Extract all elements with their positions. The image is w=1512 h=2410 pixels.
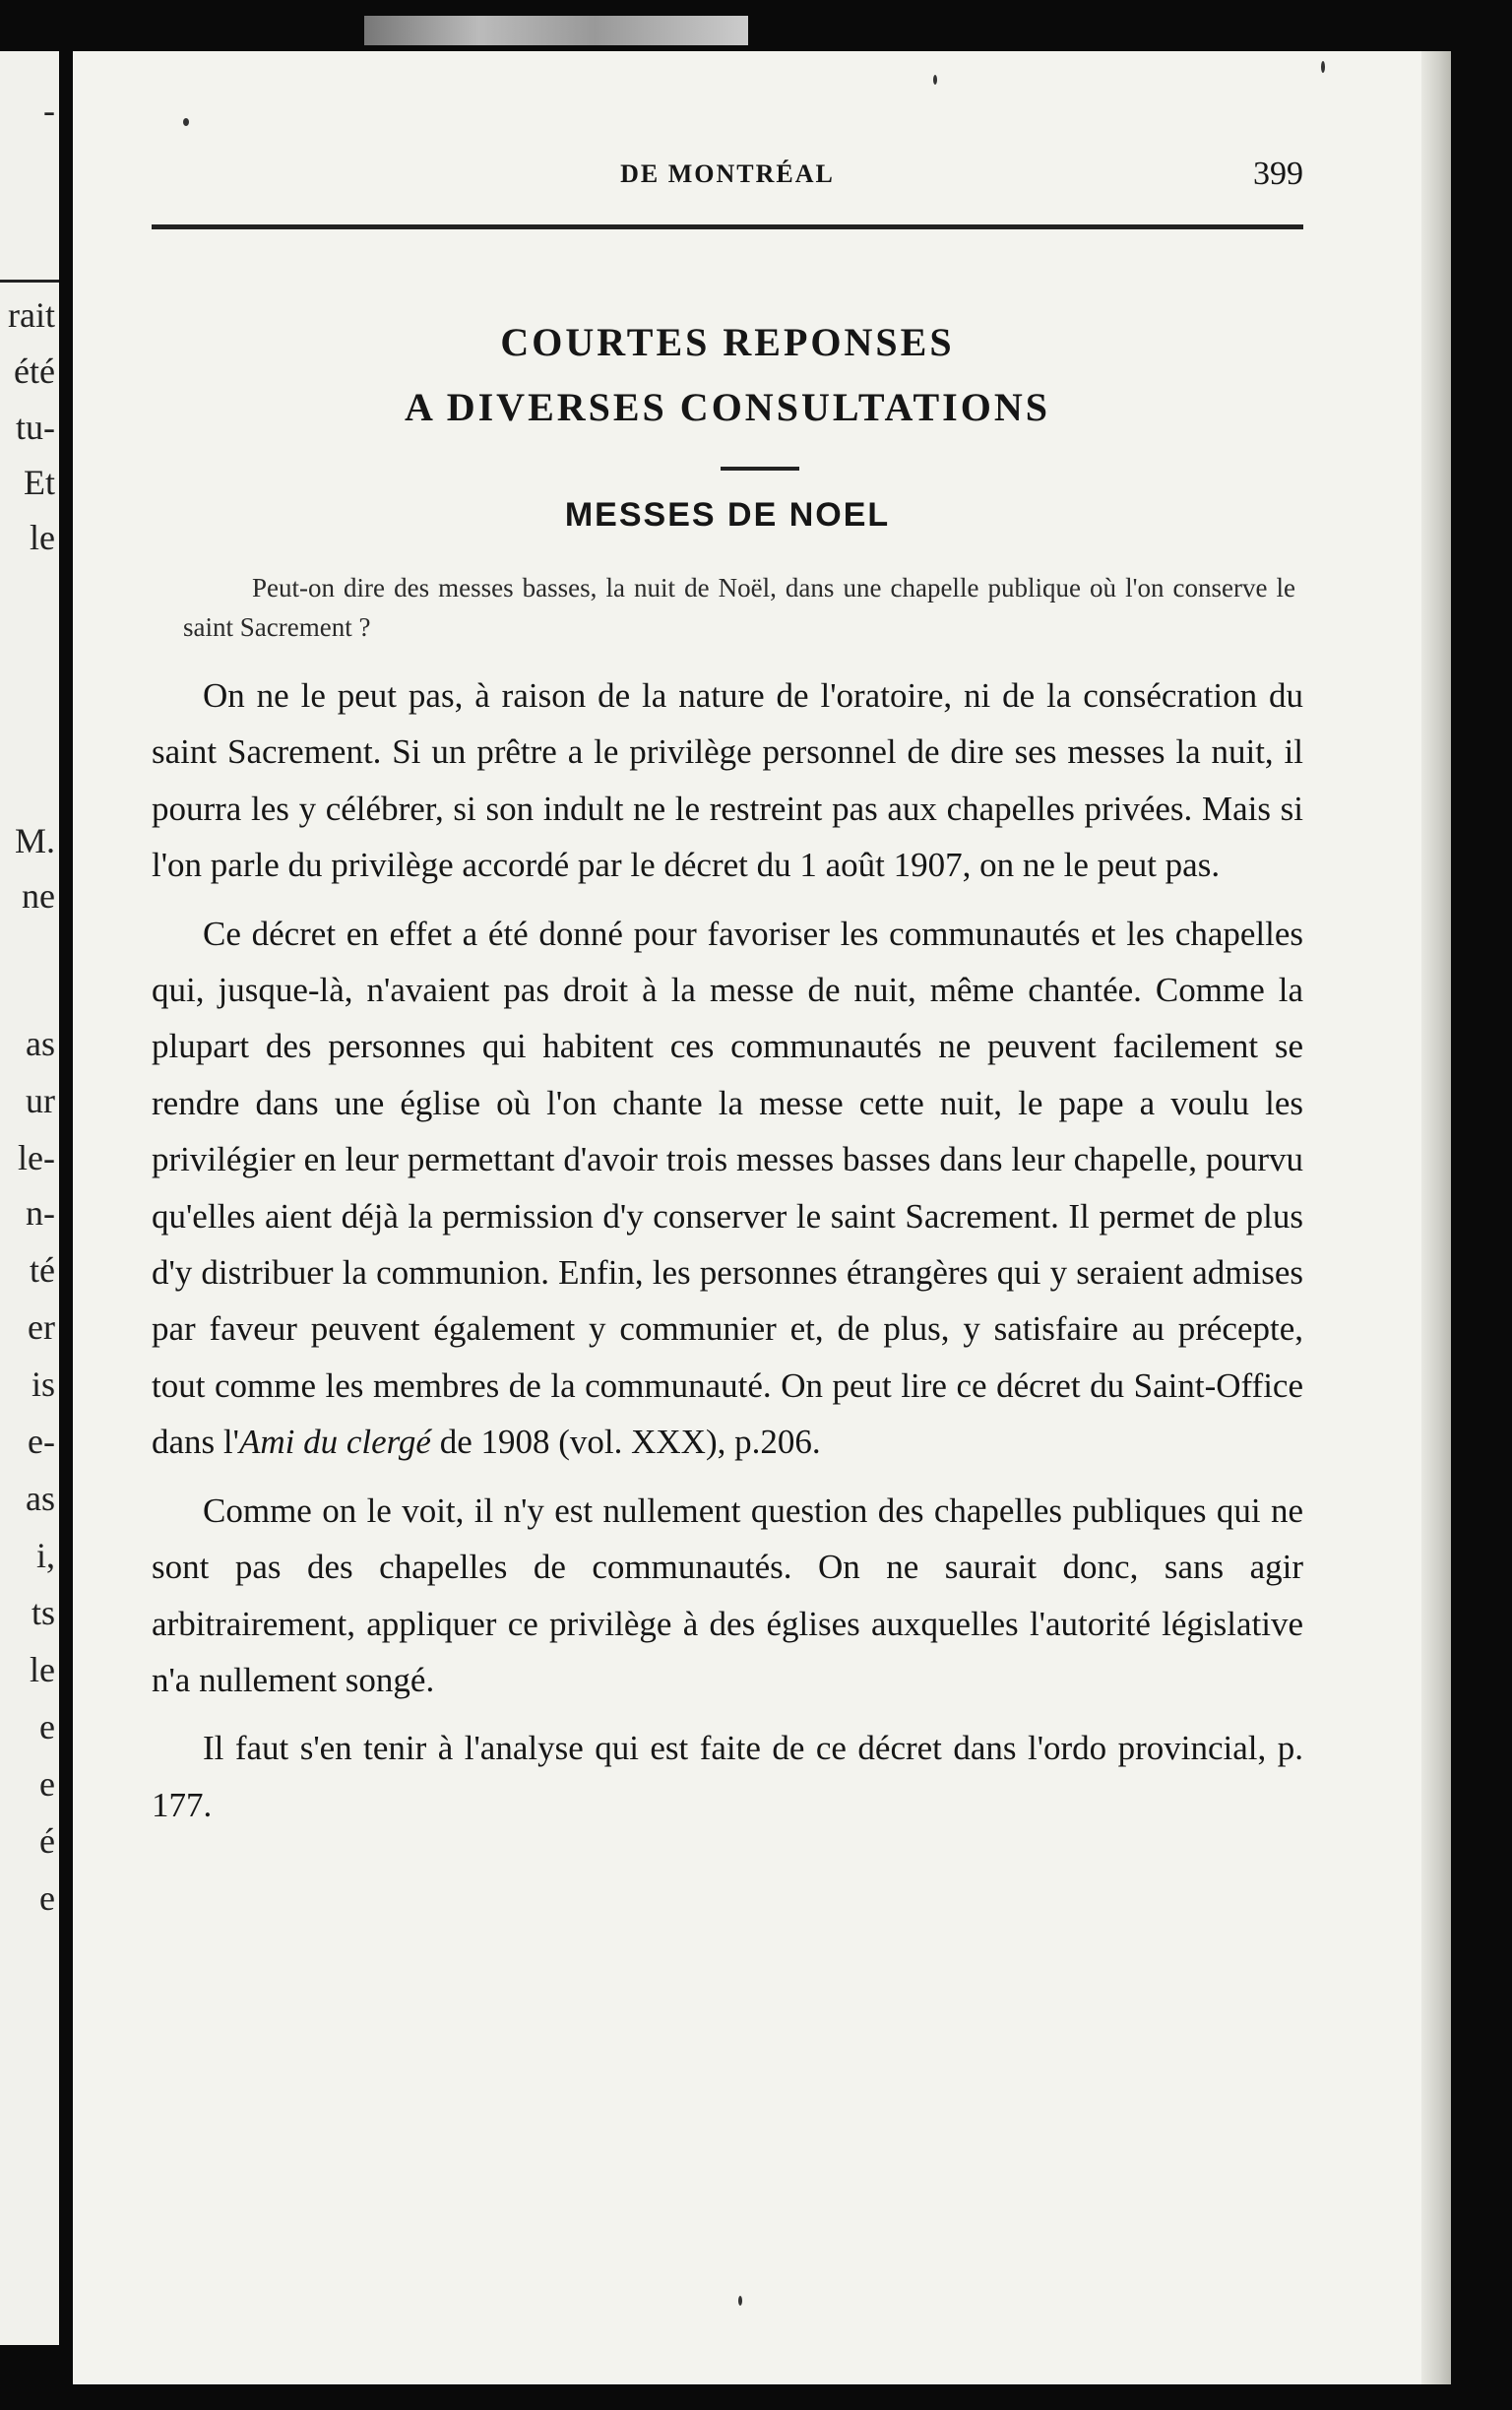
previous-page-rule xyxy=(0,280,59,283)
left-page-fragment: er xyxy=(28,1307,55,1347)
left-page-fragment: té xyxy=(30,1250,55,1290)
running-title: DE MONTRÉAL xyxy=(620,159,835,188)
left-page-fragment: e xyxy=(39,1878,55,1918)
left-page-fragment: as xyxy=(26,1479,55,1518)
scan-speck xyxy=(933,75,937,85)
left-page-fragment: ne xyxy=(22,876,55,916)
left-page-fragment: Et xyxy=(24,463,55,502)
paragraph-1: On ne le peut pas, à raison de la nature de l'oratoire, ni de la consécration du saint Sacrement. Si un prêtre a le privilège personnel de dire ses messes la nuit, il pourra les y célébrer, si son indult ne le restreint pas aux chapelles privées. Mais si l'on parle du privilège accordé par le décret du 1 août 1907, on ne le peut pas. xyxy=(152,676,1303,885)
paragraph-3: Comme on le voit, il n'y est nullement question des chapelles publiques qui ne sont pas des chapelles de communautés. On ne saurait donc, sans agir arbitrairement, appliquer ce privilège à des églises auxquelles l'autorité législative n'a nullement songé. xyxy=(152,1490,1303,1699)
journal-title: Ami du clergé xyxy=(238,1423,431,1462)
article-body xyxy=(152,667,1303,1845)
page-number: 399 xyxy=(1253,156,1303,192)
left-page-fragment: i, xyxy=(35,1536,55,1575)
left-page-fragment: le- xyxy=(18,1138,55,1177)
left-page-fragment: e- xyxy=(28,1422,55,1461)
scan-speck xyxy=(738,2296,742,2306)
previous-page-edge xyxy=(0,51,59,2345)
left-page-fragment: le xyxy=(30,1650,55,1689)
scan-speck xyxy=(1321,61,1325,73)
left-page-fragment: ts xyxy=(31,1593,55,1632)
left-page-fragment: n- xyxy=(26,1193,55,1233)
header-rule xyxy=(152,224,1303,229)
article-title-line-1: COURTES REPONSES xyxy=(500,320,955,364)
left-page-fragment: M. xyxy=(14,821,55,860)
left-page-fragment: le xyxy=(30,518,55,557)
left-page-fragment: e xyxy=(39,1764,55,1804)
left-page-fragment: is xyxy=(31,1364,55,1404)
left-page-fragment: rait xyxy=(8,295,55,335)
film-strip-label xyxy=(364,16,748,45)
left-page-fragment: é xyxy=(39,1821,55,1861)
paragraph-2-text: Ce décret en effet a été donné pour favoriser les communautés et les chapelles qui, jusque-là, n'avaient pas droit à la messe de nuit, même chantée. Comme la plupart des personnes qui habitent ces communautés ne peuvent facilement se rendre dans une église où l'on chante la messe cette nuit, le pape a voulu les privilégier en leur permettant d'avoir trois messes basses dans leur chapelle, pourvu qu'elles aient déjà la permission d'y conserver le saint Sacrement. Il permet de plus d'y distribuer la communion. Enfin, les personnes étrangères qui y seraient admises par faveur peuvent également y communier et, de plus, y satisfaire au précepte, tout comme les membres de la communauté. On peut lire ce décret du Saint-Office dans l' xyxy=(152,914,1303,1462)
title-divider xyxy=(721,467,799,471)
scan-speck xyxy=(183,118,189,126)
paragraph-4: Il faut s'en tenir à l'analyse qui est faite de ce décret dans l'ordo provincial, p. 177. xyxy=(152,1729,1303,1824)
paragraph-2-tail: de 1908 (vol. XXX), p.206. xyxy=(430,1423,821,1462)
book-page xyxy=(73,51,1451,2384)
left-page-fragment: - xyxy=(43,91,55,130)
page-binding-edge xyxy=(1421,51,1451,2384)
section-title: MESSES DE NOEL xyxy=(564,496,891,534)
running-head xyxy=(152,150,1303,209)
article-title-line-2: A DIVERSES CONSULTATIONS xyxy=(405,385,1050,429)
left-page-fragment: e xyxy=(39,1707,55,1746)
left-page-fragment: tu- xyxy=(16,408,55,447)
question-text: Peut-on dire des messes basses, la nuit de Noël, dans une chapelle publique où l'on conserve le saint Sacrement ? xyxy=(183,573,1295,642)
left-page-fragment: été xyxy=(14,351,55,391)
paragraph-2 xyxy=(152,906,1303,1471)
left-page-fragment: as xyxy=(26,1024,55,1063)
left-page-fragment: ur xyxy=(26,1081,55,1120)
